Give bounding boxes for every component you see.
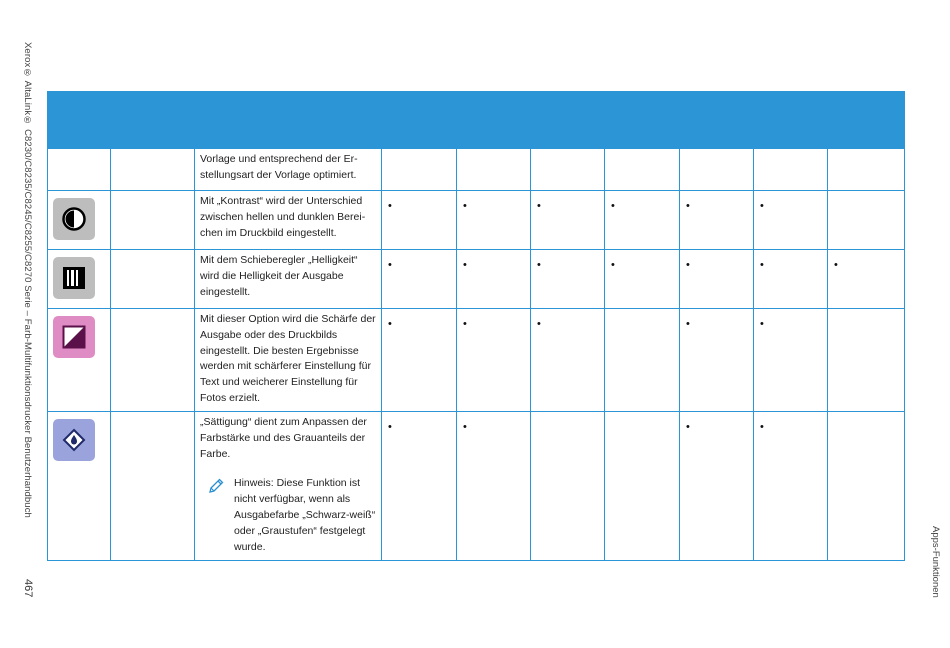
header-cell	[195, 92, 382, 149]
page-number: 467	[22, 579, 34, 598]
name-cell	[111, 250, 195, 309]
name-cell	[111, 309, 195, 412]
mark-cell	[754, 412, 828, 561]
header-cell	[382, 92, 457, 149]
name-cell	[111, 412, 195, 561]
availability-dot: •	[760, 259, 764, 271]
mark-cell	[754, 149, 828, 191]
table-row	[48, 309, 905, 412]
mark-cell	[382, 250, 457, 309]
availability-dot: •	[388, 318, 392, 330]
mark-cell	[457, 309, 531, 412]
description-text	[195, 412, 381, 558]
availability-dot: •	[760, 421, 764, 433]
mark-cell	[680, 412, 754, 561]
mark-cell	[754, 309, 828, 412]
mark-cell	[605, 309, 680, 412]
availability-dot: •	[611, 200, 615, 212]
header-cell	[680, 92, 754, 149]
mark-cell	[382, 412, 457, 561]
availability-dot: •	[463, 259, 467, 271]
availability-dot: •	[686, 318, 690, 330]
availability-dot: •	[686, 259, 690, 271]
mark-cell	[382, 191, 457, 250]
mark-cell	[828, 309, 905, 412]
note-text: Hinweis: Diese Funktion ist nicht verfügbar, wenn als Ausgabefarbe „Schwarz-weiß“ oder „Graustufen“ festgelegt wurde.	[234, 477, 376, 553]
availability-dot: •	[760, 318, 764, 330]
mark-cell	[382, 309, 457, 412]
description-text: Mit dem Schieberegler „Helligkeit“ wird die Helligkeit der Ausgabe eingestellt.	[200, 254, 358, 298]
description-text: Mit dieser Option wird die Schärfe der Ausgabe oder des Druckbilds eingestellt. Die besten Ergebnisse werden mit schärferer Einstellung für Text und weicherer Einstellung für Fotos erzielt.	[200, 313, 376, 404]
mark-cell	[605, 250, 680, 309]
note-block	[200, 476, 377, 555]
mark-cell	[531, 149, 605, 191]
availability-dot: •	[388, 259, 392, 271]
availability-dot: •	[463, 421, 467, 433]
header-cell	[457, 92, 531, 149]
mark-cell	[605, 149, 680, 191]
mark-cell	[680, 309, 754, 412]
availability-dot: •	[463, 318, 467, 330]
feature-table	[47, 91, 905, 561]
mark-cell	[680, 250, 754, 309]
header-cell	[754, 92, 828, 149]
mark-cell	[680, 191, 754, 250]
mark-cell	[382, 149, 457, 191]
mark-cell	[605, 191, 680, 250]
mark-cell	[828, 412, 905, 561]
header-cell	[531, 92, 605, 149]
icon-cell	[48, 412, 111, 561]
section-title: Apps-Funktionen	[930, 526, 941, 598]
table-row	[48, 149, 905, 191]
mark-cell	[531, 309, 605, 412]
left-margin	[22, 42, 42, 602]
icon-cell	[48, 309, 111, 412]
header-cell	[605, 92, 680, 149]
description-text: Vorlage und entsprechend der Er-stellungsart der Vorlage optimiert.	[200, 153, 358, 181]
mark-cell	[605, 412, 680, 561]
description-cell	[195, 412, 382, 561]
table-header	[48, 92, 905, 149]
header-cell	[48, 92, 111, 149]
header-cell	[828, 92, 905, 149]
availability-dot: •	[388, 200, 392, 212]
mark-cell	[457, 250, 531, 309]
mark-cell	[828, 250, 905, 309]
mark-cell	[457, 412, 531, 561]
mark-cell	[531, 412, 605, 561]
mark-cell	[754, 250, 828, 309]
availability-dot: •	[388, 421, 392, 433]
document-title: Xerox® AltaLink® C8230/C8235/C8245/C8255/C8270 Serie – Farb-Multifunktionsdrucker Benutzerhandbuch	[22, 42, 33, 518]
pencil-icon	[200, 476, 231, 555]
description-text: Mit „Kontrast“ wird der Unterschied zwischen hellen und dunklen Berei-chen im Druckbild eingestellt.	[200, 195, 366, 239]
mark-cell	[828, 191, 905, 250]
header-cell	[111, 92, 195, 149]
mark-cell	[680, 149, 754, 191]
table-row	[48, 250, 905, 309]
description-cell	[195, 191, 382, 250]
table-row	[48, 412, 905, 561]
saturation-text: „Sättigung“ dient zum Anpassen der Farbstärke und des Grauanteils der Farbe.	[200, 416, 367, 460]
mark-cell	[754, 191, 828, 250]
mark-cell	[457, 191, 531, 250]
availability-dot: •	[611, 259, 615, 271]
mark-cell	[828, 149, 905, 191]
availability-dot: •	[834, 259, 838, 271]
name-cell	[111, 191, 195, 250]
icon-cell	[48, 250, 111, 309]
saturation-icon	[53, 419, 95, 461]
icon-cell	[48, 149, 111, 191]
availability-dot: •	[686, 200, 690, 212]
availability-dot: •	[686, 421, 690, 433]
brightness-icon	[53, 257, 95, 299]
availability-dot: •	[760, 200, 764, 212]
contrast-icon	[53, 198, 95, 240]
availability-dot: •	[463, 200, 467, 212]
sharpness-icon	[53, 316, 95, 358]
name-cell	[111, 149, 195, 191]
mark-cell	[531, 250, 605, 309]
icon-cell	[48, 191, 111, 250]
description-cell	[195, 250, 382, 309]
availability-dot: •	[537, 200, 541, 212]
table-row	[48, 191, 905, 250]
description-cell	[195, 309, 382, 412]
availability-dot: •	[537, 259, 541, 271]
mark-cell	[457, 149, 531, 191]
mark-cell	[531, 191, 605, 250]
availability-dot: •	[537, 318, 541, 330]
description-cell	[195, 149, 382, 191]
